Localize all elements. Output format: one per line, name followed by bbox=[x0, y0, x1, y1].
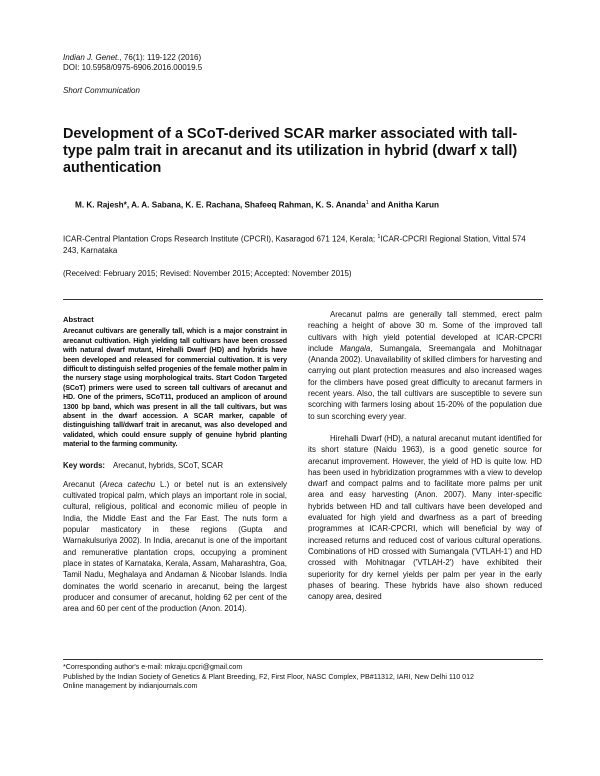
affiliation-marker: 1 bbox=[377, 234, 381, 240]
left-column bbox=[63, 314, 287, 614]
keywords bbox=[63, 460, 287, 471]
authors-part-a: M. K. Rajesh*, A. A. Sabana, K. E. Rachana, Shafeeq Rahman, K. S. Ananda bbox=[75, 200, 366, 210]
right-p1-start: Arecanut palms are generally tall stemmed, erect palm reaching a height of above 30 m. Some of the improved tall cultivars with high yield potential developed at ICAR-CPCRI include bbox=[308, 310, 542, 353]
authors-part-b: and Anitha Karun bbox=[368, 200, 439, 210]
affiliation-line-1: ICAR-Central Plantation Crops Research Institute (CPCRI), Kasaragod 671 124, Kerala; bbox=[63, 234, 378, 244]
left-paragraph-1 bbox=[63, 479, 287, 615]
doi[interactable]: DOI: 10.5958/0975-6906.2016.00019.5 bbox=[63, 63, 203, 72]
publisher-line: Published by the Indian Society of Genetics & Plant Breeding, F2, First Floor, NASC Complex, PB#11312, IARI, New Delhi 110 012 bbox=[63, 672, 474, 681]
right-paragraph-2: Hirehalli Dwarf (HD), a natural arecanut mutant identified for its short stature (Naidu 1963), is a good genetic source for arecanut improvement. However, the yield of HD is quite low. HD has been used in hybridization programmes with a view to develop dwarf and compact palms and to facilitate more palms per unit area and easy harvesting (Anon. 2007). Many inter-specific hybrids between HD and tall cultivars have been developed and evaluated for high yield and dwarfness as a part of breeding programmes at ICAR-CPCRI, which will beneficial by way of increased returns and reduced cost of various cultural operations. Combinations of HD crossed with Sumangala ('VTLAH-1') and HD crossed with Mohitnagar ('VTLAH-2') have exhibited their superiority for dry kernel yields per palm per year in the early phases of bearing. These hybrids have also shown reduced canopy area, desired bbox=[308, 433, 542, 602]
affiliation-line-2: ICAR-CPCRI Regional Station, Vittal 574 243, Karnataka bbox=[63, 234, 526, 255]
online-management[interactable]: Online management by indianjournals.com bbox=[63, 682, 198, 690]
divider-top bbox=[63, 299, 543, 300]
affiliation bbox=[63, 232, 543, 256]
corresponding-author[interactable]: *Corresponding author's e-mail: mkraju.cpcri@gmail.com bbox=[63, 663, 243, 671]
footnotes bbox=[63, 663, 543, 692]
author-list bbox=[75, 200, 535, 210]
journal-citation bbox=[63, 53, 202, 73]
right-column bbox=[308, 309, 542, 602]
keywords-text: Arecanut, hybrids, SCoT, SCAR bbox=[113, 460, 224, 470]
author-affil-marker: 1 bbox=[365, 200, 369, 206]
journal-volume: , 76(1): 119-122 (2016) bbox=[119, 53, 202, 62]
section-type: Short Communication bbox=[63, 86, 140, 95]
species-name: Areca catechu bbox=[102, 479, 156, 489]
abstract-text: Arecanut cultivars are generally tall, which is a major constraint in arecanut cultivation. High yielding tall cultivars have been crossed with natural dwarf mutant, Hirehalli Dwarf (HD) and hybrids have been developed and released for commercial cultivation. It is very difficult to distinguish selfed progenies of the female mother palm in the nursery stage using morphological traits. Start Codon Targeted (SCoT) primers were used to screen tall cultivars of arecanut and HD. One of the primers, SCoT11, produced an amplicon of around 1300 bp band, which was present in all the tall cultivars, but was absent in the dwarf accession. A SCAR marker, capable of distinguishing tall/dwarf trait in arecanut, was also developed and validated, which could ensure supply of genuine hybrid planting material to the farming community. bbox=[63, 327, 287, 449]
left-p1-rest: L.) or betel nut is an extensively cultivated tropical palm, which plays an important role in social, cultural, religious, political and economic milieu of people in India, the Middle East and the Far East. The nuts form a popular masticatory in these regions (Gupta and Warnakulsuriya 2002). In India, arecanut is one of the important and remunerative plantation crops, occupying a prominent place in states of Karnataka, Kerala, Assam, Maharashtra, Goa, Tamil Nadu, Meghalaya and Andaman & Nicobar Islands. India dominates the world scenario in arecanut, being the largest producer and consumer of arecanut, holding 62 per cent of the area and 60 per cent of the production (Anon. 2014). bbox=[63, 479, 287, 614]
keywords-label: Key words: bbox=[63, 460, 106, 470]
right-paragraph-1 bbox=[308, 309, 542, 422]
paper-title: Development of a SCoT-derived SCAR marker associated with tall-type palm trait in arecanut and its utilization in hybrid (dwarf x tall) authentication bbox=[63, 126, 518, 176]
journal-name: Indian J. Genet. bbox=[63, 53, 120, 62]
divider-bottom bbox=[63, 659, 543, 660]
left-p1-start: Arecanut ( bbox=[63, 479, 103, 489]
abstract-heading: Abstract bbox=[63, 315, 94, 324]
right-p1-rest: , Sumangala, Sreemangala and Mohitnagar (Ananda 2002). Unavailability of skilled climbers for harvesting and carrying out plant protection measures and also increased wages for the climbers have posed great difficulty to arecanut farmers in recent years. Also, the tall cultivars are susceptible to severe sun scorching with farmers losing about 15-20% of the population due to sun scorching every year. bbox=[308, 343, 543, 421]
received-dates: (Received: February 2015; Revised: November 2015; Accepted: November 2015) bbox=[63, 269, 352, 278]
cultivar-name: Mangala bbox=[339, 343, 371, 353]
